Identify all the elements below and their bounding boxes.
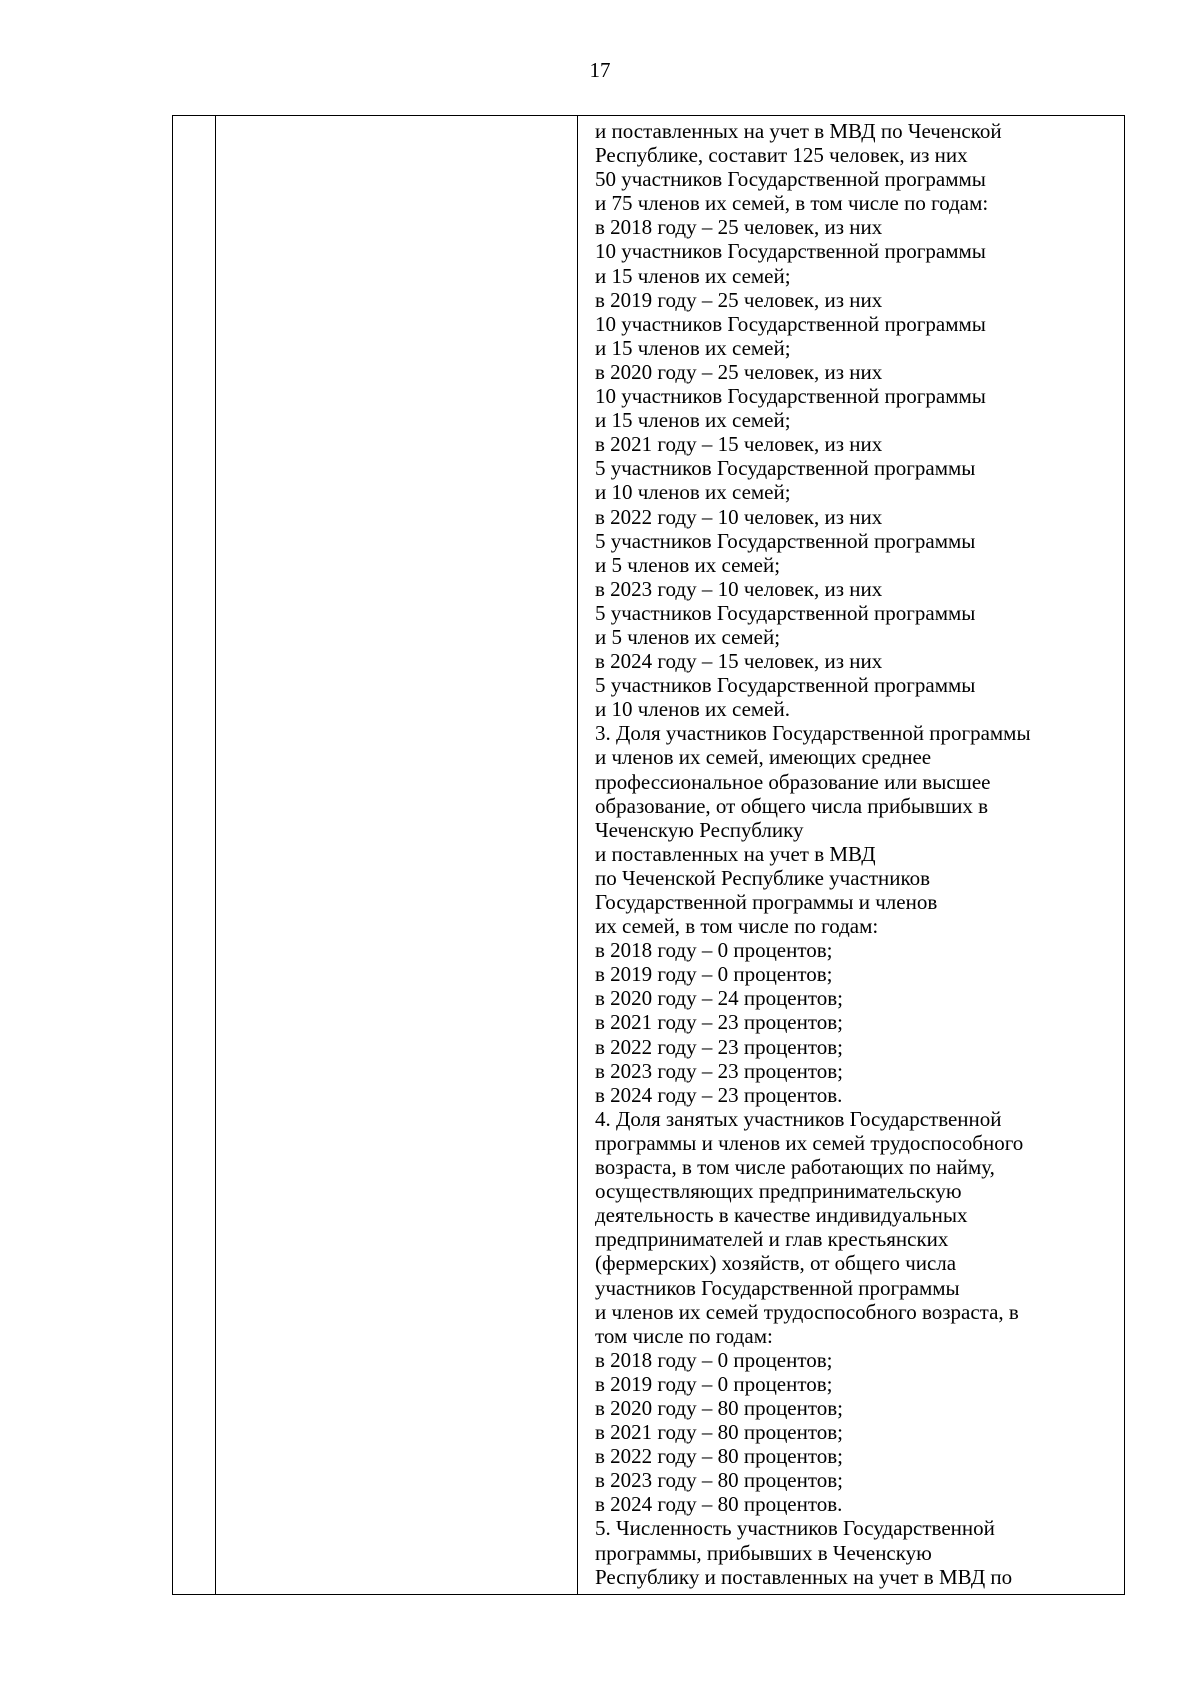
text-line: их семей, в том числе по годам:	[595, 914, 879, 939]
text-line: участников Государственной программы	[595, 1275, 960, 1300]
text-line: 5 участников Государственной программы	[595, 673, 976, 698]
text-line: в 2023 году – 23 процентов;	[595, 1058, 844, 1083]
text-line: в 2018 году – 0 процентов;	[595, 1347, 833, 1372]
text-line: в 2022 году – 10 человек, из них	[595, 504, 883, 529]
text-line: и 15 членов их семей;	[595, 335, 791, 360]
text-line: и 5 членов их семей;	[595, 552, 781, 577]
text-line: и 15 членов их семей;	[595, 263, 791, 288]
text-line: в 2019 году – 0 процентов;	[595, 1371, 833, 1396]
text-line: и поставленных на учет в МВД	[595, 841, 876, 866]
text-line: деятельность в качестве индивидуальных	[595, 1203, 968, 1228]
text-line: образование, от общего числа прибывших в	[595, 793, 989, 818]
table-row	[173, 116, 1125, 1595]
table-cell-number	[173, 116, 216, 1595]
text-line: и членов их семей трудоспособного возраста, в	[595, 1299, 1019, 1324]
text-line: в 2023 году – 10 человек, из них	[595, 576, 883, 601]
text-line: в 2019 году – 25 человек, из них	[595, 287, 883, 312]
text-line: в 2021 году – 80 процентов;	[595, 1420, 844, 1445]
text-line: 5 участников Государственной программы	[595, 600, 976, 625]
text-line: в 2023 году – 80 процентов;	[595, 1468, 844, 1493]
text-line: по Чеченской Республике участников	[595, 865, 931, 890]
text-line: том числе по годам:	[595, 1323, 773, 1348]
text-line: 10 участников Государственной программы	[595, 239, 986, 264]
text-line: в 2021 году – 15 человек, из них	[595, 432, 883, 457]
text-line: 5 участников Государственной программы	[595, 528, 976, 553]
text-line: 5 участников Государственной программы	[595, 456, 976, 481]
text-line: и 10 членов их семей.	[595, 697, 790, 722]
table-cell-indicator-name	[216, 116, 578, 1595]
text-line: в 2018 году – 25 человек, из них	[595, 215, 883, 240]
text-line: в 2020 году – 80 процентов;	[595, 1395, 844, 1420]
text-line: в 2022 году – 23 процентов;	[595, 1034, 844, 1059]
text-line: 10 участников Государственной программы	[595, 384, 986, 409]
text-line: 3. Доля участников Государственной программы	[595, 721, 1031, 746]
text-line: и поставленных на учет в МВД по Чеченской	[595, 119, 1002, 143]
text-line: Чеченскую Республику	[595, 817, 804, 842]
text-line: и 10 членов их семей;	[595, 480, 791, 505]
text-line: Государственной программы и членов	[595, 890, 938, 914]
text-line: 4. Доля занятых участников Государственной	[595, 1106, 1002, 1131]
text-line: в 2024 году – 15 человек, из них	[595, 649, 883, 674]
page-number: 17	[589, 58, 611, 82]
text-line: программы и членов их семей трудоспособного	[595, 1130, 1024, 1155]
text-line: программы, прибывших в Чеченскую	[595, 1540, 932, 1565]
text-line: и членов их семей, имеющих среднее	[595, 745, 932, 770]
indicator-values-text	[578, 116, 1124, 1589]
text-line: и 75 членов их семей, в том числе по годам:	[595, 191, 989, 216]
text-line: 10 участников Государственной программы	[595, 311, 986, 336]
text-line: в 2024 году – 80 процентов.	[595, 1492, 843, 1517]
text-line: профессиональное образование или высшее	[595, 769, 991, 794]
text-line: в 2020 году – 25 человек, из них	[595, 359, 883, 384]
text-line: в 2020 году – 24 процентов;	[595, 986, 844, 1011]
text-line: осуществляющих предпринимательскую	[595, 1179, 962, 1204]
text-line: Республику и поставленных на учет в МВД по	[595, 1564, 1013, 1589]
text-line: в 2022 году – 80 процентов;	[595, 1444, 844, 1469]
text-line: 50 участников Государственной программы	[595, 167, 986, 192]
text-line: возраста, в том числе работающих по найму,	[595, 1155, 995, 1180]
program-indicators-table	[172, 115, 1125, 1595]
text-line: в 2018 году – 0 процентов;	[595, 938, 833, 963]
text-line: в 2024 году – 23 процентов.	[595, 1082, 843, 1107]
text-line: и 5 членов их семей;	[595, 624, 781, 649]
text-line: 5. Численность участников Государственной	[595, 1516, 995, 1541]
table-cell-indicator-values	[578, 116, 1125, 1595]
text-line: (фермерских) хозяйств, от общего числа	[595, 1251, 957, 1276]
text-line: в 2021 году – 23 процентов;	[595, 1010, 844, 1035]
text-line: Республике, составит 125 человек, из них	[595, 143, 968, 168]
text-line: и 15 членов их семей;	[595, 408, 791, 433]
text-line: предпринимателей и глав крестьянских	[595, 1227, 949, 1252]
text-line: в 2019 году – 0 процентов;	[595, 962, 833, 987]
